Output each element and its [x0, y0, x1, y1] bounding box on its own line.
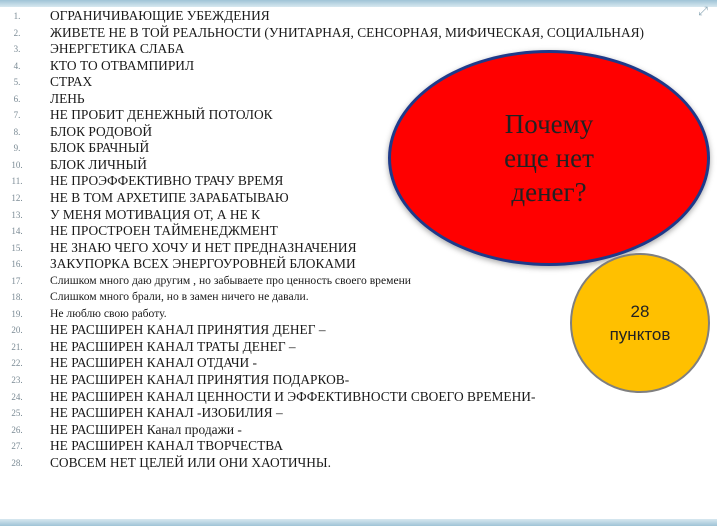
- list-item-number: 28.: [11, 457, 23, 468]
- list-item-number: 8.: [13, 126, 21, 137]
- list-item-text: НЕ РАСШИРЕН КАНАЛ ЦЕННОСТИ И ЭФФЕКТИВНОСТИ СВОЕГО ВРЕМЕНИ-: [50, 388, 536, 404]
- list-item-number: 4.: [13, 60, 21, 71]
- list-item-number: 11.: [11, 176, 23, 187]
- question-text: [469, 107, 629, 209]
- list-item-number: 22.: [11, 358, 23, 369]
- expand-icon[interactable]: ⤢: [698, 4, 708, 18]
- list-item-number: 9.: [13, 143, 21, 154]
- list-item-text: БЛОК БРАЧНЫЙ: [50, 140, 150, 156]
- question-line-2: еще нет: [504, 143, 594, 173]
- list-item-number: 2.: [13, 27, 21, 38]
- list-item-number: 16.: [11, 259, 23, 270]
- list-item-number: 18.: [11, 292, 23, 303]
- list-item-text: Не люблю свою работу.: [50, 306, 167, 320]
- list-item-number: 14.: [11, 226, 23, 237]
- list-item-text: Слишком много даю другим , но забываете про ценность своего времени: [50, 273, 412, 287]
- list-item-number: 26.: [11, 424, 23, 435]
- list-item-text: СОВСЕМ НЕТ ЦЕЛЕЙ ИЛИ ОНИ ХАОТИЧНЫ.: [50, 454, 331, 470]
- count-number: 28: [630, 302, 650, 321]
- list-item-text: НЕ В ТОМ АРХЕТИПЕ ЗАРАБАТЫВАЮ: [50, 190, 289, 206]
- list-item-text: СТРАХ: [50, 74, 93, 90]
- question-line-1: Почему: [504, 109, 594, 139]
- list-item-text: ЭНЕРГЕТИКА СЛАБА: [50, 41, 185, 57]
- list-item-text: НЕ РАСШИРЕН КАНАЛ ТВОРЧЕСТВА: [50, 438, 284, 454]
- list-item-number: 3.: [13, 44, 21, 55]
- bottom-decor-stripe: [0, 519, 717, 526]
- list-item-text: НЕ РАСШИРЕН Канал продажи -: [50, 421, 242, 437]
- question-line-3: денег?: [511, 177, 587, 207]
- list-item-text: НЕ РАСШИРЕН КАНАЛ ПРИНЯТИЯ ПОДАРКОВ-: [50, 372, 350, 388]
- list-item-number: 10.: [11, 159, 23, 170]
- list-item-text: БЛОК ЛИЧНЫЙ: [50, 156, 147, 172]
- list-item-number: 25.: [11, 408, 23, 419]
- list-item-text: НЕ РАСШИРЕН КАНАЛ ТРАТЫ ДЕНЕГ –: [50, 338, 296, 354]
- top-decor-stripe: [0, 0, 717, 7]
- list-item-text: КТО ТО ОТВАМПИРИЛ: [50, 57, 195, 73]
- list-item-text: ЖИВЕТЕ НЕ В ТОЙ РЕАЛЬНОСТИ (УНИТАРНАЯ, СЕНСОРНАЯ, МИФИЧЕСКАЯ, СОЦИАЛЬНАЯ): [50, 24, 645, 40]
- list-item-text: НЕ ЗНАЮ ЧЕГО ХОЧУ И НЕТ ПРЕДНАЗНАЧЕНИЯ: [50, 239, 357, 255]
- list-item-number: 21.: [11, 341, 23, 352]
- count-badge: [570, 253, 710, 393]
- list-item-text: БЛОК РОДОВОЙ: [50, 123, 153, 139]
- list-item-text: ЛЕНЬ: [50, 90, 85, 106]
- count-label: пунктов: [609, 325, 671, 344]
- list-item-number: 17.: [11, 275, 23, 286]
- list-item-number: 6.: [13, 93, 21, 104]
- list-item-number: 24.: [11, 391, 23, 402]
- list-item-number: 12.: [11, 193, 23, 204]
- list-item-text: У МЕНЯ МОТИВАЦИЯ ОТ, А НЕ К: [50, 206, 261, 222]
- list-item-text: НЕ РАСШИРЕН КАНАЛ -ИЗОБИЛИЯ –: [50, 405, 283, 421]
- list-item-number: 23.: [11, 375, 23, 386]
- list-item-text: НЕ ПРОБИТ ДЕНЕЖНЫЙ ПОТОЛОК: [50, 107, 273, 123]
- list-item-text: ОГРАНИЧИВАЮЩИЕ УБЕЖДЕНИЯ: [50, 8, 270, 23]
- list-item-number: 20.: [11, 325, 23, 336]
- list-item-text: ЗАКУПОРКА ВСЕХ ЭНЕРГОУРОВНЕЙ БЛОКАМИ: [50, 256, 356, 272]
- list-item-text: Слишком много брали, но в замен ничего не давали.: [50, 290, 309, 304]
- list-item-number: 27.: [11, 441, 23, 452]
- list-item-number: 15.: [11, 242, 23, 253]
- question-oval: [388, 50, 710, 266]
- list-item-text: НЕ ПРОСТРОЕН ТАЙМЕНЕДЖМЕНТ: [50, 223, 278, 239]
- list-item-number: 1.: [13, 11, 21, 21]
- list-item-number: 19.: [11, 308, 23, 319]
- list-item-text: НЕ ПРОЭФФЕКТИВНО ТРАЧУ ВРЕМЯ: [50, 173, 284, 189]
- list-item-text: НЕ РАСШИРЕН КАНАЛ ОТДАЧИ -: [50, 355, 258, 371]
- list-item-text: НЕ РАСШИРЕН КАНАЛ ПРИНЯТИЯ ДЕНЕГ –: [50, 322, 326, 338]
- list-item-number: 7.: [13, 110, 21, 121]
- list-item-number: 13.: [11, 209, 23, 220]
- list-item-number: 5.: [13, 77, 21, 88]
